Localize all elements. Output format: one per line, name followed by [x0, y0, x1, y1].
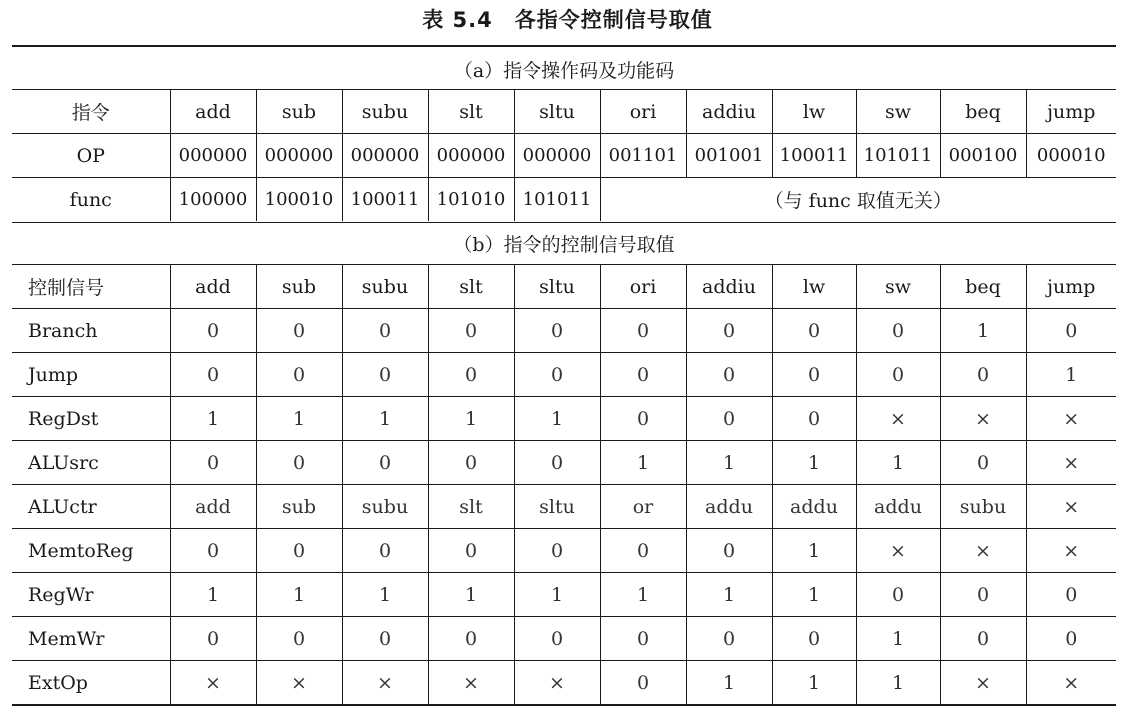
- signal-value: 0: [856, 353, 940, 397]
- signal-value: 1: [342, 397, 428, 441]
- column-header: addiu: [686, 265, 772, 309]
- top-rule: [12, 45, 1116, 47]
- header-row: [12, 90, 1116, 134]
- signal-value: 0: [772, 353, 856, 397]
- signal-value: ×: [1026, 529, 1116, 573]
- signal-value: ×: [1026, 441, 1116, 485]
- signal-name: RegDst: [12, 397, 170, 441]
- signal-row: [12, 661, 1116, 705]
- signal-row: [12, 353, 1116, 397]
- signal-value: ×: [514, 661, 600, 705]
- table-title: 各指令控制信号取值: [514, 8, 713, 32]
- signal-value: 1: [686, 573, 772, 617]
- signal-value: subu: [342, 485, 428, 529]
- signal-value: 0: [856, 573, 940, 617]
- signal-value: ×: [1026, 485, 1116, 529]
- signal-value: 0: [342, 441, 428, 485]
- table-cell: sltu: [514, 90, 600, 134]
- row-label: 控制信号: [28, 277, 105, 299]
- signal-value: 0: [170, 441, 256, 485]
- signal-value: sltu: [514, 485, 600, 529]
- signal-value: ×: [856, 529, 940, 573]
- signal-value: 0: [600, 529, 686, 573]
- signal-value: 1: [342, 573, 428, 617]
- signal-value: 1: [856, 617, 940, 661]
- signal-value: 0: [256, 353, 342, 397]
- signal-value: 0: [428, 529, 514, 573]
- signal-value: 0: [256, 441, 342, 485]
- signal-value: 0: [514, 353, 600, 397]
- signal-value: ×: [1026, 397, 1116, 441]
- signal-value: 1: [428, 573, 514, 617]
- signal-value: 0: [686, 617, 772, 661]
- table-cell: lw: [772, 90, 856, 134]
- signal-value: 1: [600, 441, 686, 485]
- section-a-title: （a）指令操作码及功能码: [453, 60, 675, 82]
- signal-row: [12, 441, 1116, 485]
- table-cell: 000000: [170, 134, 256, 178]
- table-cell: addiu: [686, 90, 772, 134]
- column-header: lw: [772, 265, 856, 309]
- signal-value: ×: [1026, 661, 1116, 705]
- signal-value: 1: [772, 441, 856, 485]
- signal-value: 0: [514, 617, 600, 661]
- signal-value: 0: [940, 353, 1026, 397]
- table-cell: 000000: [514, 134, 600, 178]
- signal-value: 0: [940, 573, 1026, 617]
- signal-name: RegWr: [12, 573, 170, 617]
- signal-value: 0: [772, 617, 856, 661]
- signal-value: 0: [514, 529, 600, 573]
- signal-value: ×: [940, 661, 1026, 705]
- signal-value: 1: [686, 441, 772, 485]
- table-cell: beq: [940, 90, 1026, 134]
- opcode-table: [12, 90, 1116, 221]
- table-cell: ori: [600, 90, 686, 134]
- table-cell: 101010: [428, 178, 514, 222]
- column-header: sltu: [514, 265, 600, 309]
- table-cell: 001001: [686, 134, 772, 178]
- table-cell: 101011: [514, 178, 600, 222]
- signal-value: 1: [772, 573, 856, 617]
- signal-value: addu: [856, 485, 940, 529]
- table-cell: 000000: [342, 134, 428, 178]
- signal-value: 0: [256, 309, 342, 353]
- op-row: [12, 134, 1116, 178]
- signal-row: [12, 617, 1116, 661]
- signal-value: 0: [170, 617, 256, 661]
- signal-value: 0: [428, 353, 514, 397]
- control-signal-table: [12, 265, 1116, 704]
- signal-value: 1: [514, 573, 600, 617]
- row-label: func: [12, 178, 170, 222]
- signal-value: 0: [940, 617, 1026, 661]
- signal-value: ×: [342, 661, 428, 705]
- signal-value: 1: [170, 573, 256, 617]
- signal-value: 1: [856, 441, 940, 485]
- section-b-title: （b）指令的控制信号取值: [453, 234, 675, 256]
- signal-value: add: [170, 485, 256, 529]
- signal-value: ×: [170, 661, 256, 705]
- signal-value: subu: [940, 485, 1026, 529]
- row-label: 指令: [71, 102, 110, 124]
- table-cell: 100011: [772, 134, 856, 178]
- signal-value: 0: [600, 353, 686, 397]
- signal-value: 0: [170, 529, 256, 573]
- column-header: sw: [856, 265, 940, 309]
- signal-name: ExtOp: [12, 661, 170, 705]
- table-cell: add: [170, 90, 256, 134]
- signal-value: 0: [600, 309, 686, 353]
- table-cell: 100000: [170, 178, 256, 222]
- signal-value: 1: [1026, 353, 1116, 397]
- signal-value: 1: [856, 661, 940, 705]
- header-row: [12, 265, 1116, 309]
- signal-value: 1: [256, 573, 342, 617]
- signal-value: 0: [1026, 573, 1116, 617]
- column-header: add: [170, 265, 256, 309]
- table-cell: 000000: [428, 134, 514, 178]
- table-cell: sub: [256, 90, 342, 134]
- signal-value: 0: [686, 353, 772, 397]
- column-header: jump: [1026, 265, 1116, 309]
- signal-value: 0: [1026, 617, 1116, 661]
- signal-value: ×: [940, 397, 1026, 441]
- signal-name: MemWr: [12, 617, 170, 661]
- table-cell: sw: [856, 90, 940, 134]
- signal-value: 0: [342, 617, 428, 661]
- signal-value: 0: [600, 661, 686, 705]
- signal-name: ALUctr: [12, 485, 170, 529]
- signal-value: 1: [600, 573, 686, 617]
- table-cell: 100011: [342, 178, 428, 222]
- table-cell: subu: [342, 90, 428, 134]
- signal-value: 1: [170, 397, 256, 441]
- signal-value: 0: [686, 309, 772, 353]
- signal-value: 1: [514, 397, 600, 441]
- column-header: slt: [428, 265, 514, 309]
- signal-value: 1: [686, 661, 772, 705]
- signal-value: addu: [772, 485, 856, 529]
- signal-name: Branch: [12, 309, 170, 353]
- signal-value: 0: [514, 309, 600, 353]
- signal-value: 0: [940, 441, 1026, 485]
- signal-value: 0: [600, 397, 686, 441]
- signal-value: 0: [856, 309, 940, 353]
- signal-value: 1: [940, 309, 1026, 353]
- row-label: OP: [12, 134, 170, 178]
- table-caption: [0, 4, 1135, 34]
- section-b-top-rule: [12, 222, 1116, 223]
- signal-value: addu: [686, 485, 772, 529]
- signal-value: 0: [170, 309, 256, 353]
- signal-name: Jump: [12, 353, 170, 397]
- signal-value: 0: [772, 309, 856, 353]
- signal-value: 1: [256, 397, 342, 441]
- signal-value: ×: [940, 529, 1026, 573]
- signal-row: [12, 573, 1116, 617]
- signal-value: ×: [256, 661, 342, 705]
- signal-row: [12, 529, 1116, 573]
- table-cell: 101011: [856, 134, 940, 178]
- signal-value: 0: [600, 617, 686, 661]
- signal-name: ALUsrc: [12, 441, 170, 485]
- signal-value: ×: [856, 397, 940, 441]
- table-number: 表 5.4: [422, 8, 493, 32]
- signal-value: sub: [256, 485, 342, 529]
- signal-value: 0: [428, 309, 514, 353]
- func-note: （与 func 取值无关）: [600, 178, 1116, 222]
- signal-value: 1: [772, 529, 856, 573]
- signal-value: 0: [342, 309, 428, 353]
- table-cell: slt: [428, 90, 514, 134]
- signal-name: MemtoReg: [12, 529, 170, 573]
- signal-value: 0: [256, 529, 342, 573]
- table-cell: 100010: [256, 178, 342, 222]
- table-cell: 000100: [940, 134, 1026, 178]
- signal-value: 0: [428, 617, 514, 661]
- signal-value: 0: [772, 397, 856, 441]
- column-header: beq: [940, 265, 1026, 309]
- table-cell: 000010: [1026, 134, 1116, 178]
- signal-row: [12, 309, 1116, 353]
- table-cell: jump: [1026, 90, 1116, 134]
- signal-value: 0: [342, 529, 428, 573]
- signal-value: 0: [428, 441, 514, 485]
- signal-value: 1: [772, 661, 856, 705]
- signal-value: or: [600, 485, 686, 529]
- func-row: [12, 178, 1116, 222]
- signal-value: 0: [1026, 309, 1116, 353]
- column-header: sub: [256, 265, 342, 309]
- signal-value: 0: [342, 353, 428, 397]
- column-header: subu: [342, 265, 428, 309]
- signal-value: ×: [428, 661, 514, 705]
- bottom-rule: [12, 704, 1116, 706]
- table-cell: 000000: [256, 134, 342, 178]
- signal-value: 0: [256, 617, 342, 661]
- signal-value: slt: [428, 485, 514, 529]
- signal-value: 0: [686, 529, 772, 573]
- signal-row: [12, 485, 1116, 529]
- signal-value: 0: [170, 353, 256, 397]
- signal-value: 0: [514, 441, 600, 485]
- signal-value: 0: [686, 397, 772, 441]
- table-cell: 001101: [600, 134, 686, 178]
- column-header: ori: [600, 265, 686, 309]
- signal-value: 1: [428, 397, 514, 441]
- signal-row: [12, 397, 1116, 441]
